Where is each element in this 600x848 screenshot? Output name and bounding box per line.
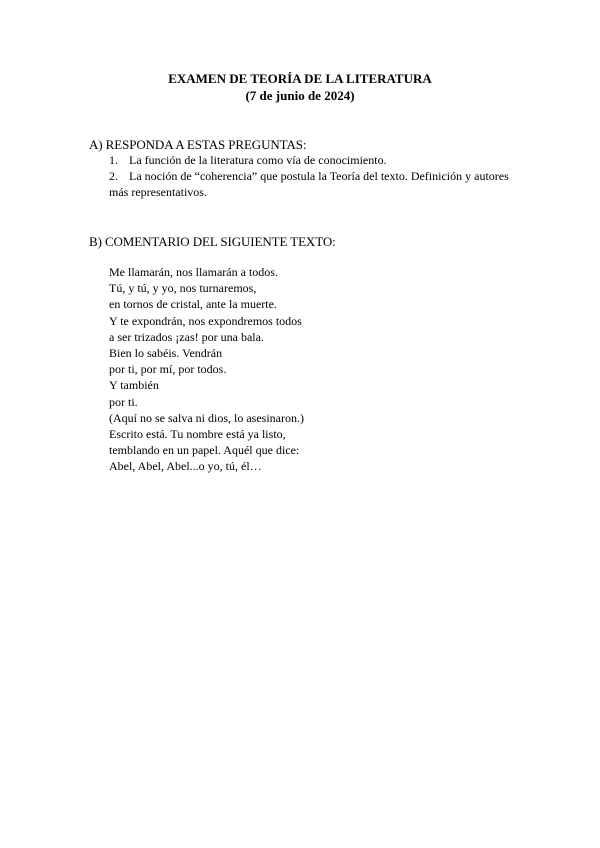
question-2-text: La noción de “coherencia” que postula la Teoría del texto. Definición y autores más representativos.: [109, 169, 509, 199]
exam-title: EXAMEN DE TEORÍA DE LA LITERATURA: [168, 71, 432, 86]
poem-line: Tú, y tú, y yo, nos turnaremos,: [109, 281, 257, 296]
question-1: [109, 153, 529, 169]
poem-line: a ser trizados ¡zas! por una bala.: [109, 329, 264, 344]
poem-text: [109, 264, 304, 475]
question-2: [109, 169, 529, 200]
poem-line: Abel, Abel, Abel...o yo, tú, él…: [109, 459, 262, 474]
poem-line: temblando en un papel. Aquél que dice:: [109, 443, 300, 458]
poem-line: en tornos de cristal, ante la muerte.: [109, 297, 277, 312]
poem-line: Escrito está. Tu nombre está ya listo,: [109, 427, 286, 442]
section-b-heading: B) COMENTARIO DEL SIGUIENTE TEXTO:: [89, 234, 336, 249]
question-1-number: 1.: [109, 153, 118, 167]
question-2-number: 2.: [109, 169, 118, 183]
question-1-text: La función de la literatura como vía de conocimiento.: [129, 153, 387, 167]
poem-line: por ti, por mí, por todos.: [109, 362, 227, 377]
section-a-heading: A) RESPONDA A ESTAS PREGUNTAS:: [89, 137, 307, 152]
poem-line: (Aquí no se salva ni dios, lo asesinaron.): [109, 410, 304, 425]
poem-line: Me llamarán, nos llamarán a todos.: [109, 265, 278, 279]
poem-line: por ti.: [109, 394, 138, 409]
poem-line: Bien lo sabéis. Vendrán: [109, 346, 223, 361]
exam-date: (7 de junio de 2024): [245, 88, 355, 103]
poem-line: Y te expondrán, nos expondremos todos: [109, 313, 302, 328]
poem-line: Y también: [109, 378, 159, 393]
